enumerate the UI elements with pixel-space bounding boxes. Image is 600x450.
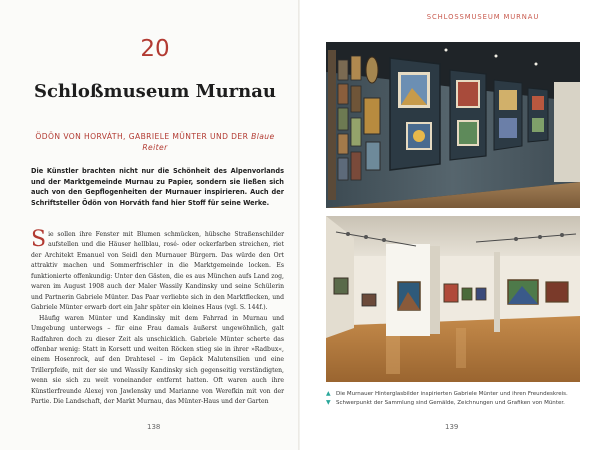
drop-cap: S: [31, 227, 47, 252]
paragraph-1-text: ie sollen ihre Fenster mit Blumen schmücken, hübsche Straßenschilder aufstellen und die Häuser hellblau, rosé- oder ockerfarben streichen, riet der Architekt Emanuel von Seidl den Murnauer Bürgern. Das würde den Ort attraktiv machen und Sommerfrischler in die Marktgemeinde locken. Es funktionierte offenkundig: Unter den Gästen, die es aus München aufs Land zog, waren im August 1908 auch der Maler Wassily Kandinsky und seine Schülerin und Partnerin Gabriele Münter. Das Paar verliebte sich in den Marktflecken, und Gabriele Münter erwarb dort ein Jahr später ein kleines Haus (vgl. S. 144f.).: [31, 231, 284, 312]
gallery-room-image: [326, 216, 580, 382]
chapter-number: 20: [140, 36, 170, 62]
page-number-right: 139: [445, 423, 459, 431]
subtitle-italic: Blaue Reiter: [142, 132, 275, 152]
caption-arrow-down-icon: ▼: [326, 398, 331, 406]
museum-wall-paintings-photo: [326, 42, 580, 208]
caption-bottom-row: [326, 399, 580, 408]
chapter-title: Schloßmuseum Murnau: [33, 81, 276, 102]
photo-captions: [326, 390, 580, 407]
lead-paragraph: [31, 166, 284, 208]
page-number-left: 138: [147, 423, 161, 431]
right-page: [300, 0, 600, 450]
subtitle-main: ÖDÖN VON HORVÁTH, GABRIELE MÜNTER UND DER: [35, 132, 249, 141]
caption-arrow-up-icon: ▲: [326, 390, 331, 397]
body-text: [31, 227, 284, 408]
lead-text: Die Künstler brachten nicht nur die Schönheit des Alpenvorlands und der Marktgemeinde Murnau zu Papier, sondern sie ließen sich auch von den Gepflogenheiten der Murnauer inspirieren. Auch der Schriftsteller Ödön von Horváth fand hier Stoff für seine Werke.: [31, 167, 284, 207]
paragraph-1: [31, 227, 284, 314]
chapter-subtitle: [30, 131, 280, 153]
caption-top: Die Murnauer Hinterglasbilder inspirierten Gabriele Münter und ihren Freundeskreis.: [336, 391, 568, 397]
paragraph-2: Häufig waren Münter und Kandinsky mit dem Fahrrad in Murnau und Umgebung unterwegs – für eine Frau damals äußerst ungewöhnlich, galt Radfahren doch zu dieser Zeit als unschicklich. Gabriele Münter scherte das offenbar wenig: Statt in Korsett und weiten Röcken stieg sie in ihrer »Radbux«, einem Hosenrock, auf den Drahtesel – im Gepäck Malutensilien und eine Trillerpfeife, mit der sie und Wassily Kandinsky sich gegenseitig verständigten, wenn sie sich zu weit voneinander entfernt hatten. Oft waren auch ihre Künstlerfreunde Alexej von Jawlensky und Marianne von Werefkin mit von der Partie. Die Landschaft, der Markt Murnau, das Münter-Haus und der Garten: [31, 314, 284, 406]
caption-top-row: [326, 390, 580, 399]
gallery-room-photo: [326, 216, 580, 382]
museum-wall-paintings-image: [326, 42, 580, 208]
caption-bottom: Schwerpunkt der Sammlung sind Gemälde, Zeichnungen und Grafiken von Münter.: [336, 399, 565, 406]
running-head: SCHLOSSMUSEUM MURNAU: [426, 13, 540, 21]
